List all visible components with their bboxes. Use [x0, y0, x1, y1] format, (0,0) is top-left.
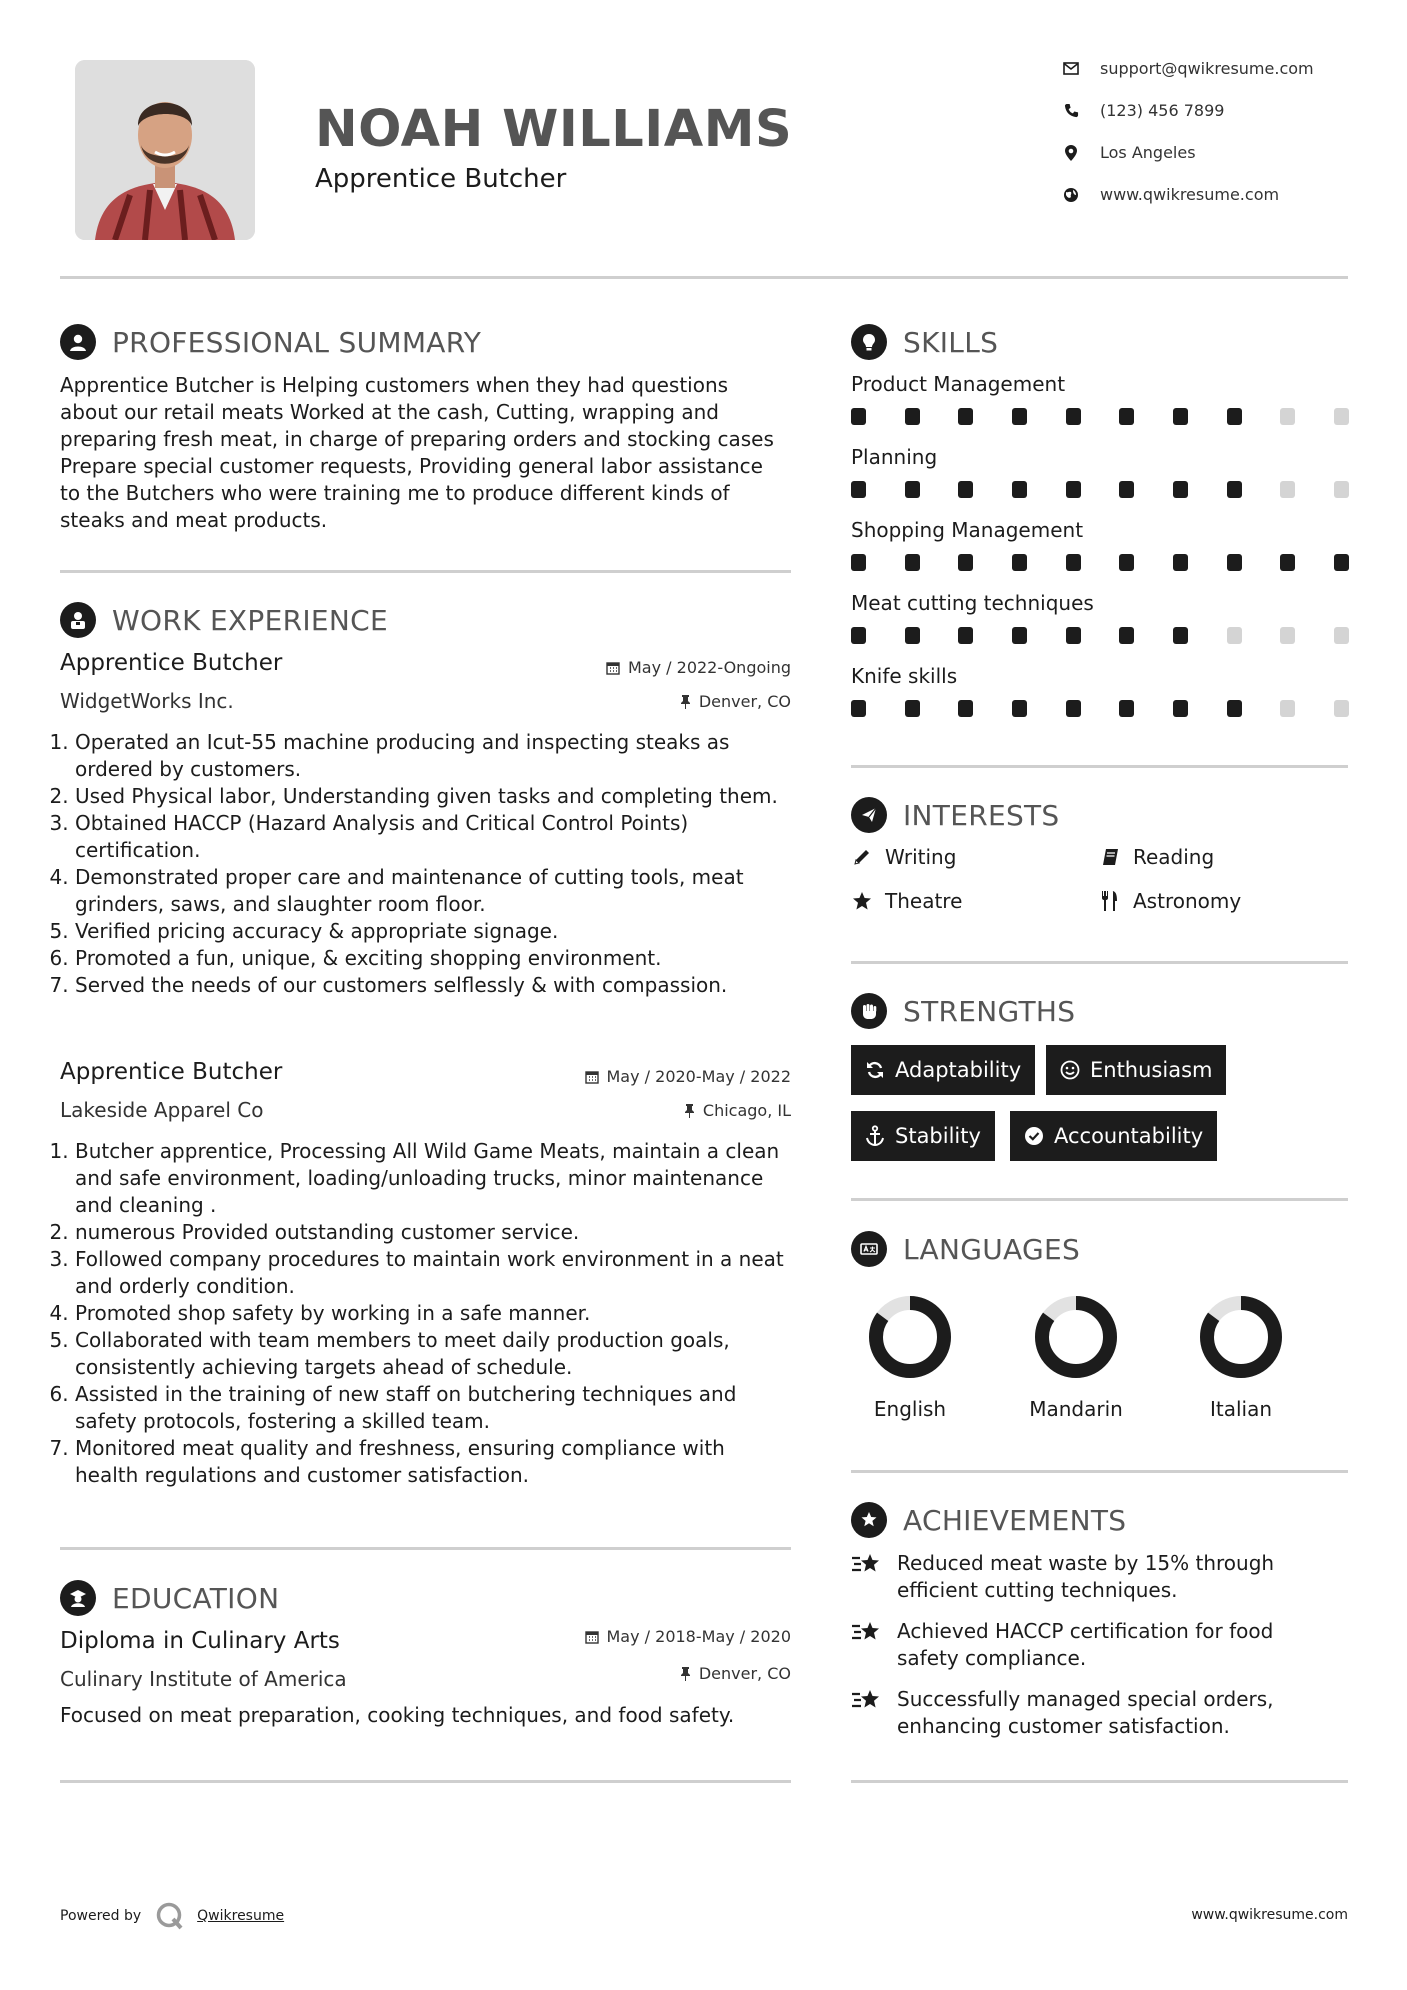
star-icon: [851, 890, 873, 912]
rating-dot: [1066, 481, 1081, 498]
rating-dot: [1280, 481, 1295, 498]
rating-dot: [1173, 700, 1188, 717]
strengths-divider: [851, 1198, 1348, 1201]
rating-dot: [1334, 700, 1349, 717]
rating-dot: [1173, 481, 1188, 498]
list-item: 2. Used Physical labor, Understanding given tasks and completing them.: [75, 783, 787, 810]
refresh-icon: [865, 1060, 885, 1080]
rating-dot: [905, 408, 920, 425]
qwikresume-logo-icon: [155, 1901, 185, 1931]
list-item: 6. Assisted in the training of new staff on butchering techniques and safety protocols, fostering a skilled team.: [75, 1381, 787, 1435]
profile-photo: [75, 60, 255, 240]
language-ring: [1032, 1293, 1120, 1385]
education-dates: May / 2018-May / 2020: [500, 1627, 791, 1646]
rating-dot: [1173, 408, 1188, 425]
rating-dot: [1227, 700, 1242, 717]
list-item: 7. Served the needs of our customers selflessly & with compassion.: [75, 972, 787, 999]
education-school: Culinary Institute of America: [60, 1667, 347, 1691]
rating-dot: [1227, 481, 1242, 498]
list-item: 3. Followed company procedures to maintain work environment in a neat and orderly condition.: [75, 1246, 787, 1300]
phone-text: (123) 456 7899: [1100, 101, 1225, 120]
shooting-star-icon: [851, 1686, 883, 1714]
skill-rating: [851, 627, 1349, 644]
achievement-item: Successfully managed special orders, enhancing customer satisfaction.: [851, 1686, 1281, 1740]
education-degree: Diploma in Culinary Arts: [60, 1628, 340, 1654]
strength-tag: Accountability: [1010, 1111, 1217, 1161]
language-icon: [851, 1231, 887, 1267]
calendar-icon: [585, 1630, 599, 1644]
skill-name: Product Management: [851, 372, 1066, 396]
strength-tag: Adaptability: [851, 1045, 1035, 1095]
contact-location: [1062, 143, 1362, 162]
user-icon: [60, 324, 96, 360]
experience-heading: WORK EXPERIENCE: [60, 602, 388, 638]
rating-dot: [1066, 627, 1081, 644]
job-title: Apprentice Butcher: [60, 1059, 283, 1085]
skills-divider: [851, 765, 1348, 768]
language-label: Mandarin: [1029, 1397, 1123, 1421]
rating-dot: [1173, 627, 1188, 644]
rating-dot: [1334, 408, 1349, 425]
rating-dot: [1334, 627, 1349, 644]
skill-name: Meat cutting techniques: [851, 591, 1094, 615]
summary-divider: [60, 570, 791, 573]
rating-dot: [1173, 554, 1188, 571]
phone-icon: [1062, 102, 1080, 120]
anchor-icon: [865, 1125, 885, 1147]
list-item: 3. Obtained HACCP (Hazard Analysis and Critical Control Points) certification.: [75, 810, 787, 864]
job-location: Chicago, IL: [500, 1101, 791, 1120]
rating-dot: [1334, 481, 1349, 498]
job-duties: [57, 1138, 787, 1489]
rating-dot: [958, 554, 973, 571]
pencil-icon: [851, 846, 873, 868]
shooting-star-icon: [851, 1618, 883, 1646]
contact-email[interactable]: [1062, 59, 1362, 78]
languages-heading: LANGUAGES: [851, 1231, 1080, 1267]
list-item: 2. numerous Provided outstanding customer service.: [75, 1219, 787, 1246]
rating-dot: [1012, 700, 1027, 717]
strengths-heading: STRENGTHS: [851, 993, 1075, 1029]
achievements-divider: [851, 1780, 1348, 1783]
language-label: English: [873, 1397, 947, 1421]
summary-heading: PROFESSIONAL SUMMARY: [60, 324, 481, 360]
job-company: WidgetWorks Inc.: [60, 689, 234, 713]
paper-plane-icon: [851, 797, 887, 833]
skill-rating: [851, 554, 1349, 571]
list-item: 5. Collaborated with team members to meet daily production goals, consistently achieving targets ahead of schedule.: [75, 1327, 787, 1381]
list-item: 7. Monitored meat quality and freshness, ensuring compliance with health regulations and customer satisfaction.: [75, 1435, 787, 1489]
rating-dot: [1119, 554, 1134, 571]
job-dates: May / 2020-May / 2022: [500, 1067, 791, 1086]
language-label: Italian: [1209, 1397, 1273, 1421]
rating-dot: [851, 481, 866, 498]
lightbulb-icon: [851, 324, 887, 360]
rating-dot: [958, 627, 973, 644]
rating-dot: [1119, 700, 1134, 717]
list-item: 6. Promoted a fun, unique, & exciting shopping environment.: [75, 945, 787, 972]
rating-dot: [1066, 700, 1081, 717]
shooting-star-icon: [851, 1550, 883, 1578]
languages-divider: [851, 1470, 1348, 1473]
rating-dot: [905, 481, 920, 498]
rating-dot: [1119, 627, 1134, 644]
footer-brand-link[interactable]: Qwikresume: [197, 1908, 285, 1924]
rating-dot: [1119, 408, 1134, 425]
language-ring: [866, 1293, 954, 1385]
rating-dot: [1280, 627, 1295, 644]
header-divider: [60, 276, 1348, 279]
rating-dot: [905, 700, 920, 717]
location-text: Los Angeles: [1100, 143, 1196, 162]
rating-dot: [1227, 627, 1242, 644]
skill-name: Planning: [851, 445, 938, 469]
list-item: 5. Verified pricing accuracy & appropriate signage.: [75, 918, 787, 945]
achievement-item: Achieved HACCP certification for food safety compliance.: [851, 1618, 1281, 1672]
strength-tag: Stability: [851, 1111, 995, 1161]
list-item: 1. Operated an Icut-55 machine producing and inspecting steaks as ordered by customers.: [75, 729, 787, 783]
rating-dot: [1066, 554, 1081, 571]
email-text: support@qwikresume.com: [1100, 59, 1314, 78]
interest-reading: Reading: [1099, 845, 1214, 869]
graduation-icon: [60, 1580, 96, 1616]
fist-icon: [851, 993, 887, 1029]
rating-dot: [1280, 408, 1295, 425]
map-pin-icon: [1062, 144, 1080, 162]
pushpin-icon: [680, 695, 691, 709]
envelope-icon: [1062, 60, 1080, 78]
skills-heading: SKILLS: [851, 324, 998, 360]
interest-theatre: Theatre: [851, 889, 962, 913]
rating-dot: [1012, 627, 1027, 644]
education-location: Denver, CO: [500, 1664, 791, 1683]
education-heading: EDUCATION: [60, 1580, 279, 1616]
rating-dot: [1012, 481, 1027, 498]
rating-dot: [851, 700, 866, 717]
rating-dot: [1066, 408, 1081, 425]
rating-dot: [1012, 408, 1027, 425]
website-text: www.qwikresume.com: [1100, 185, 1280, 204]
contact-website[interactable]: [1062, 185, 1362, 204]
contact-phone[interactable]: [1062, 101, 1362, 120]
rating-dot: [958, 481, 973, 498]
rating-dot: [905, 554, 920, 571]
smile-icon: [1060, 1060, 1080, 1080]
summary-text: Apprentice Butcher is Helping customers when they had questions about our retail meats Worked at the cash, Cutting, wrapping and preparing fresh meat, in charge of preparing orders and stocking cases Prepare special customer requests, Providing general labor assistance to the Butchers who were training me to produce different kinds of steaks and meat products.: [60, 373, 774, 532]
rating-dot: [1334, 554, 1349, 571]
briefcase-icon: [60, 602, 96, 638]
skill-rating: [851, 408, 1349, 425]
list-item: 4. Promoted shop safety by working in a safe manner.: [75, 1300, 787, 1327]
candidate-name: NOAH WILLIAMS: [315, 100, 793, 159]
achievement-item: Reduced meat waste by 15% through efficient cutting techniques.: [851, 1550, 1281, 1604]
rating-dot: [1012, 554, 1027, 571]
check-circle-icon: [1024, 1126, 1044, 1146]
book-icon: [1099, 846, 1121, 868]
utensils-icon: [1099, 890, 1121, 912]
job-location: Denver, CO: [500, 692, 791, 711]
rating-dot: [958, 408, 973, 425]
list-item: 1. Butcher apprentice, Processing All Wild Game Meats, maintain a clean and safe environment, loading/unloading trucks, minor maintenance and cleaning .: [75, 1138, 787, 1219]
interests-heading: INTERESTS: [851, 797, 1060, 833]
candidate-title: Apprentice Butcher: [315, 164, 567, 194]
education-divider: [60, 1780, 791, 1783]
interests-divider: [851, 961, 1348, 964]
rating-dot: [851, 408, 866, 425]
rating-dot: [1227, 554, 1242, 571]
footer-website-link[interactable]: www.qwikresume.com: [1191, 1907, 1348, 1923]
skill-rating: [851, 481, 1349, 498]
skill-name: Knife skills: [851, 664, 958, 688]
globe-icon: [1062, 186, 1080, 204]
rating-dot: [1280, 700, 1295, 717]
list-item: 4. Demonstrated proper care and maintenance of cutting tools, meat grinders, saws, and slaughter room floor.: [75, 864, 787, 918]
interest-astronomy: Astronomy: [1099, 889, 1241, 913]
rating-dot: [1280, 554, 1295, 571]
interest-writing: Writing: [851, 845, 956, 869]
job-company: Lakeside Apparel Co: [60, 1098, 264, 1122]
rating-dot: [905, 627, 920, 644]
education-description: Focused on meat preparation, cooking techniques, and food safety.: [60, 1703, 735, 1727]
award-icon: [851, 1502, 887, 1538]
job-dates: May / 2022-Ongoing: [500, 658, 791, 677]
rating-dot: [958, 700, 973, 717]
rating-dot: [851, 627, 866, 644]
strength-tag: Enthusiasm: [1046, 1045, 1226, 1095]
job-title: Apprentice Butcher: [60, 650, 283, 676]
rating-dot: [851, 554, 866, 571]
rating-dot: [1227, 408, 1242, 425]
skill-name: Shopping Management: [851, 518, 1084, 542]
skill-rating: [851, 700, 1349, 717]
language-ring: [1197, 1293, 1285, 1385]
rating-dot: [1119, 481, 1134, 498]
calendar-icon: [606, 661, 620, 675]
achievements-heading: ACHIEVEMENTS: [851, 1502, 1126, 1538]
experience-divider: [60, 1547, 791, 1550]
pushpin-icon: [680, 1667, 691, 1681]
footer-powered-by: Powered by Qwikresume: [60, 1901, 284, 1931]
calendar-icon: [585, 1070, 599, 1084]
job-duties: [57, 729, 787, 999]
pushpin-icon: [684, 1104, 695, 1118]
